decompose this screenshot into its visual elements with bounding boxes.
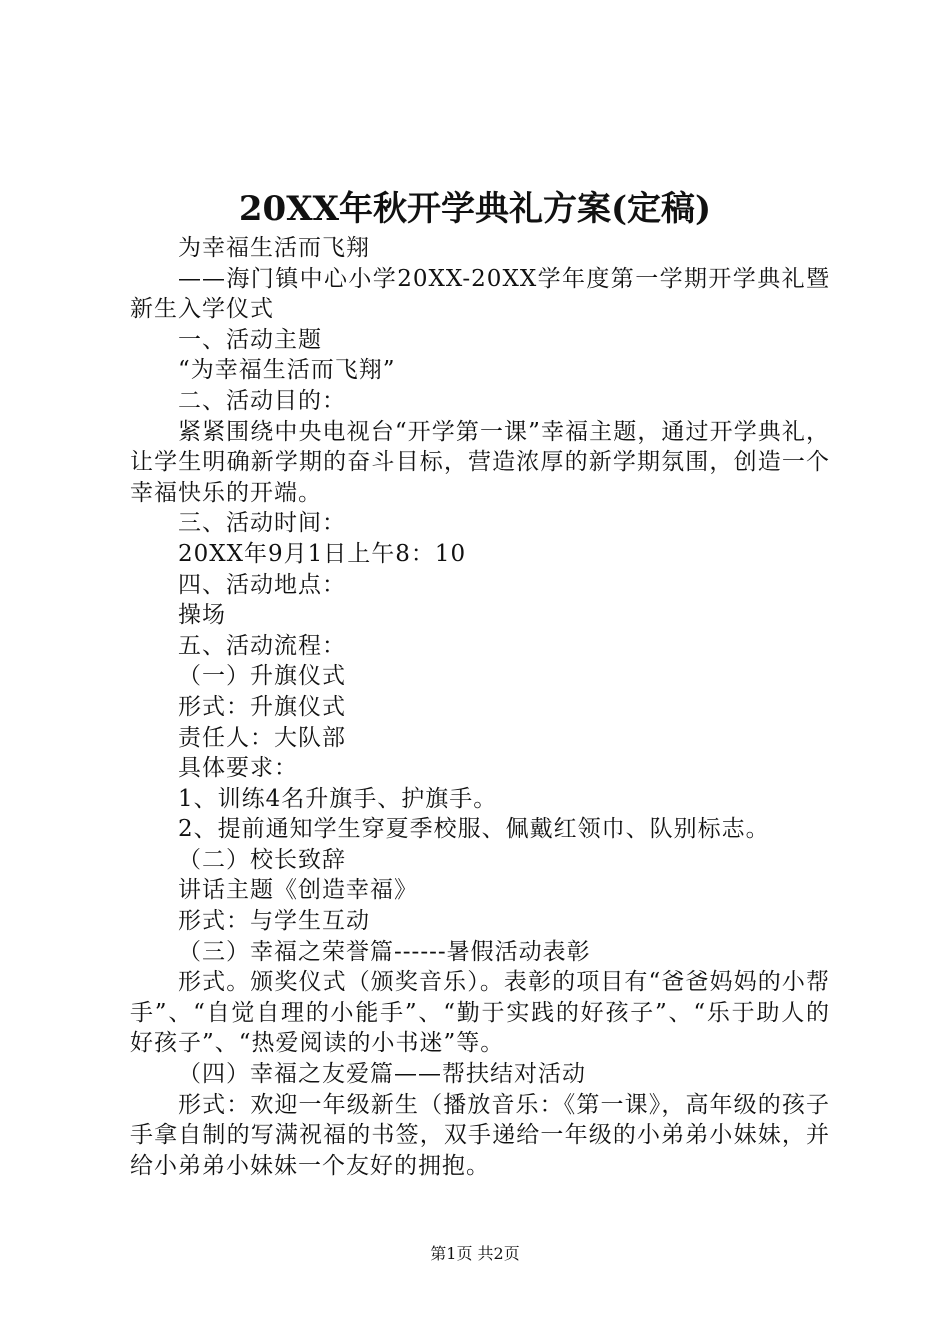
section-heading-purpose: 二、活动目的： xyxy=(178,387,346,414)
process-step-2-topic: 讲话主题《创造幸福》 xyxy=(178,877,418,904)
purpose-paragraph: 紧紧围绕中央电视台“开学第一课”幸福主题，通过开学典礼，让学生明确新学期的奋斗目标，营造浓厚的新学期氛围，创造一个幸福快乐的开端。 xyxy=(130,418,830,506)
subtitle-paragraph: 为幸福生活而飞翔 xyxy=(178,235,370,261)
process-step-4-form: 形式：欢迎一年级新生（播放音乐：《第一课》，高年级的孩子手拿自制的写满祝福的书签，双手递给一年级的小弟弟小妹妹，并给小弟弟小妹妹一个友好的拥抱。 xyxy=(130,1091,830,1179)
process-step-1-owner: 责任人：大队部 xyxy=(178,724,346,751)
section-heading-theme: 一、活动主题 xyxy=(178,326,322,353)
section-heading-location: 四、活动地点： xyxy=(178,571,346,598)
process-step-1-requirements: 具体要求： xyxy=(178,755,298,782)
requirement-item-2: 2、提前通知学生穿夏季校服、佩戴红领巾、队别标志。 xyxy=(178,816,770,843)
process-step-4-heading: （四）幸福之友爱篇——帮扶结对活动 xyxy=(178,1061,586,1088)
section-heading-process: 五、活动流程： xyxy=(178,632,346,659)
document-title: 20XX年秋开学典礼方案(定稿) xyxy=(238,189,712,229)
school-event-paragraph: ——海门镇中心小学20XX-20XX学年度第一学期开学典礼暨新生入学仪式 xyxy=(130,265,830,323)
process-step-1-form: 形式：升旗仪式 xyxy=(178,693,346,720)
document-body xyxy=(130,233,830,1181)
process-step-1-heading: （一）升旗仪式 xyxy=(178,663,346,690)
theme-text: “为幸福生活而飞翔” xyxy=(178,357,396,384)
page-footer: 第1页 共2页 xyxy=(430,1244,520,1263)
location-text: 操场 xyxy=(178,602,226,629)
process-step-3-heading: （三）幸福之荣誉篇------暑假活动表彰 xyxy=(178,938,591,965)
process-step-2-heading: （二）校长致辞 xyxy=(178,846,346,873)
process-step-2-form: 形式：与学生互动 xyxy=(178,908,370,935)
time-text: 20XX年9月1日上午8：10 xyxy=(178,540,467,567)
process-step-3-form: 形式。颁奖仪式（颁奖音乐）。表彰的项目有“爸爸妈妈的小帮手”、“自觉自理的小能手”、“勤于实践的好孩子”、“乐于助人的好孩子”、“热爱阅读的小书迷”等。 xyxy=(130,969,830,1057)
section-heading-time: 三、活动时间： xyxy=(178,510,346,537)
requirement-item-1: 1、训练4名升旗手、护旗手。 xyxy=(178,785,498,812)
